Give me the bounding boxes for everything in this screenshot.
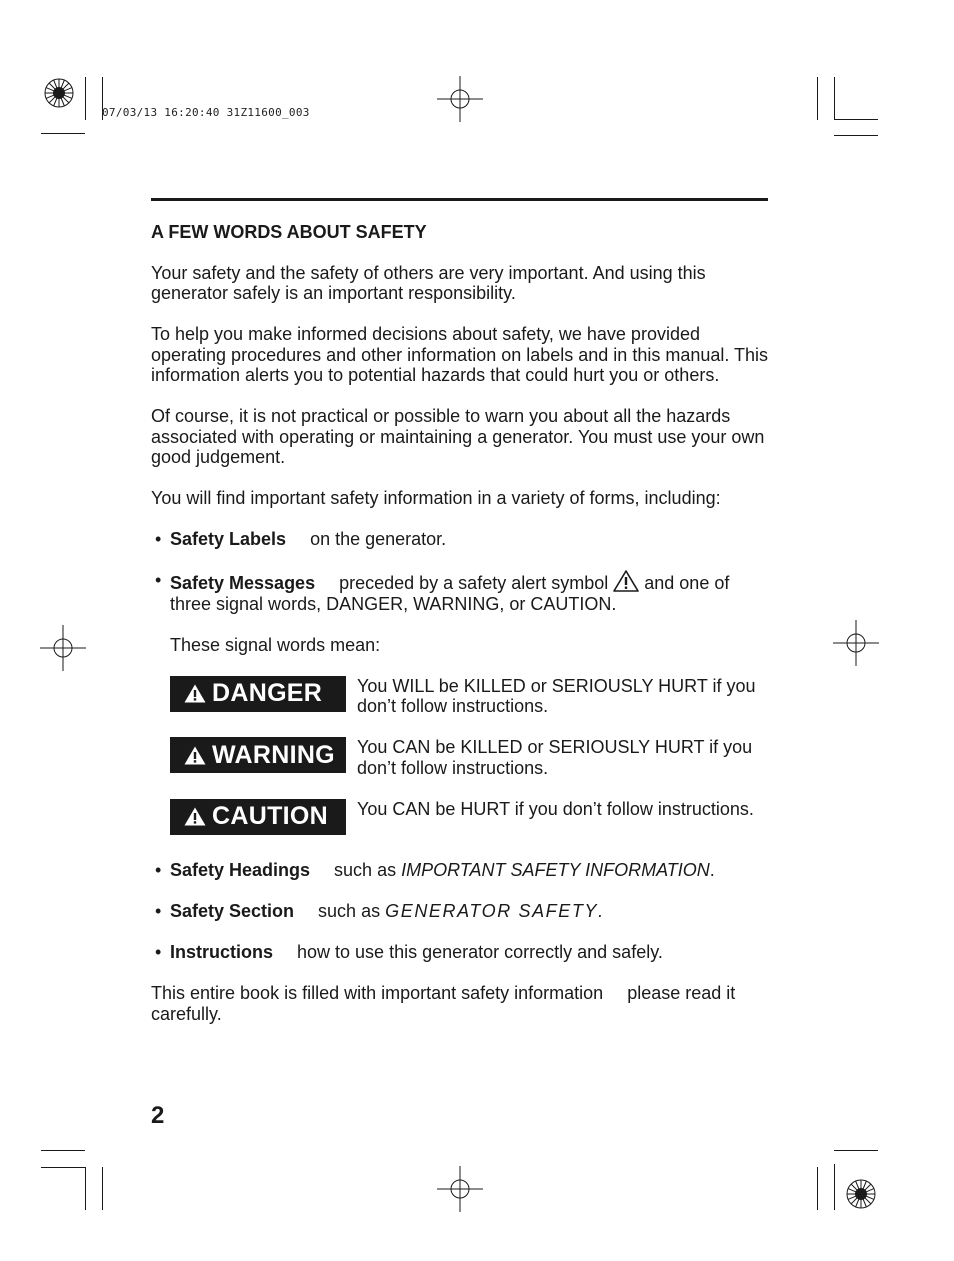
crop-mark xyxy=(817,1167,818,1210)
crop-mark xyxy=(85,1167,86,1210)
crosshair-icon xyxy=(40,625,86,671)
paragraph-3: Of course, it is not practical or possible to warn you about all the hazards associated with operating or maintaining a generator. You must use your own good judgement. xyxy=(151,406,765,467)
crop-mark xyxy=(102,1167,103,1210)
signal-word: CAUTION xyxy=(212,802,328,831)
bullet-text: on the generator. xyxy=(310,529,447,549)
bullet-text: preceded by a safety alert symbol xyxy=(339,573,609,593)
bullet-dot: • xyxy=(155,860,162,880)
signal-intro: These signal words mean: xyxy=(170,634,381,655)
crop-mark xyxy=(85,77,86,120)
bullet-term: Safety Headings xyxy=(170,860,311,880)
safety-alert-icon xyxy=(613,570,639,592)
bullet-text-continued: and one of three signal words, DANGER, WARNING, or CAUTION. xyxy=(170,573,730,614)
registration-target-icon xyxy=(43,77,75,109)
bullet-example: GENERATOR SAFETY xyxy=(385,901,599,921)
paragraph-1: Your safety and the safety of others are very important. And using this generator safely is an important responsibility. xyxy=(151,262,706,303)
closing-paragraph xyxy=(151,983,771,1024)
signal-row-danger xyxy=(170,676,771,717)
caution-signal-label xyxy=(170,799,346,835)
crop-mark xyxy=(834,119,878,120)
bullet-text: such as xyxy=(318,901,381,921)
bullet-term: Instructions xyxy=(170,942,274,962)
section-title: A FEW WORDS ABOUT SAFETY xyxy=(151,222,427,242)
bullet-safety-headings xyxy=(151,860,771,881)
bullet-dot: • xyxy=(155,570,162,590)
signal-row-warning xyxy=(170,737,771,778)
signal-row-caution xyxy=(170,799,771,840)
closing-text: This entire book is filled with important safety information xyxy=(151,983,604,1003)
crop-mark xyxy=(834,135,878,136)
page-body xyxy=(151,222,771,1045)
crosshair-icon xyxy=(437,76,483,122)
bullet-instructions xyxy=(151,942,771,963)
safety-alert-icon xyxy=(184,807,206,826)
bullet-end: . xyxy=(598,901,604,921)
crop-mark xyxy=(41,1167,85,1168)
crosshair-icon xyxy=(437,1166,483,1212)
signal-word: WARNING xyxy=(212,740,335,769)
signal-description: You CAN be HURT if you don’t follow instructions. xyxy=(357,798,754,819)
bullet-dot: • xyxy=(155,901,162,921)
crop-mark xyxy=(41,133,85,134)
signal-description: You WILL be KILLED or SERIOUSLY HURT if you don’t follow instructions. xyxy=(357,675,756,716)
paragraph-4: You will find important safety information in a variety of forms, including: xyxy=(151,488,721,508)
warning-signal-label xyxy=(170,737,346,773)
crop-mark xyxy=(834,1164,835,1210)
safety-alert-icon xyxy=(184,746,206,765)
print-stamp: 07/03/13 16:20:40 31Z11600_003 xyxy=(102,106,310,119)
signal-word: DANGER xyxy=(212,679,323,708)
bullet-safety-section xyxy=(151,901,771,922)
signal-description: You CAN be KILLED or SERIOUSLY HURT if you don’t follow instructions. xyxy=(357,737,753,778)
bullet-text: such as xyxy=(334,860,397,880)
closing-end: please read it carefully. xyxy=(151,983,736,1024)
crosshair-icon xyxy=(833,620,879,666)
bullet-term: Safety Messages xyxy=(170,573,316,593)
crop-mark xyxy=(834,77,835,120)
page-number: 2 xyxy=(151,1102,165,1129)
bullet-example: IMPORTANT SAFETY INFORMATION xyxy=(401,860,710,880)
registration-target-icon xyxy=(845,1178,877,1210)
bullet-term: Safety Section xyxy=(170,901,295,921)
paragraph-2: To help you make informed decisions about safety, we have provided operating procedures and other information on labels and in this manual. This information alerts you to potential hazards that could hurt you or others. xyxy=(151,324,769,385)
crop-mark xyxy=(834,1150,878,1151)
bullet-dot: • xyxy=(155,529,162,549)
danger-signal-label xyxy=(170,676,346,712)
bullet-text: how to use this generator correctly and safely. xyxy=(297,942,663,962)
header-rule xyxy=(151,198,768,201)
bullet-term: Safety Labels xyxy=(170,529,287,549)
bullet-end: . xyxy=(709,860,715,880)
safety-alert-icon xyxy=(184,684,206,703)
crop-mark xyxy=(41,1150,85,1151)
bullet-safety-messages xyxy=(151,570,771,614)
bullet-dot: • xyxy=(155,942,162,962)
crop-mark xyxy=(817,77,818,120)
bullet-safety-labels xyxy=(151,529,771,550)
